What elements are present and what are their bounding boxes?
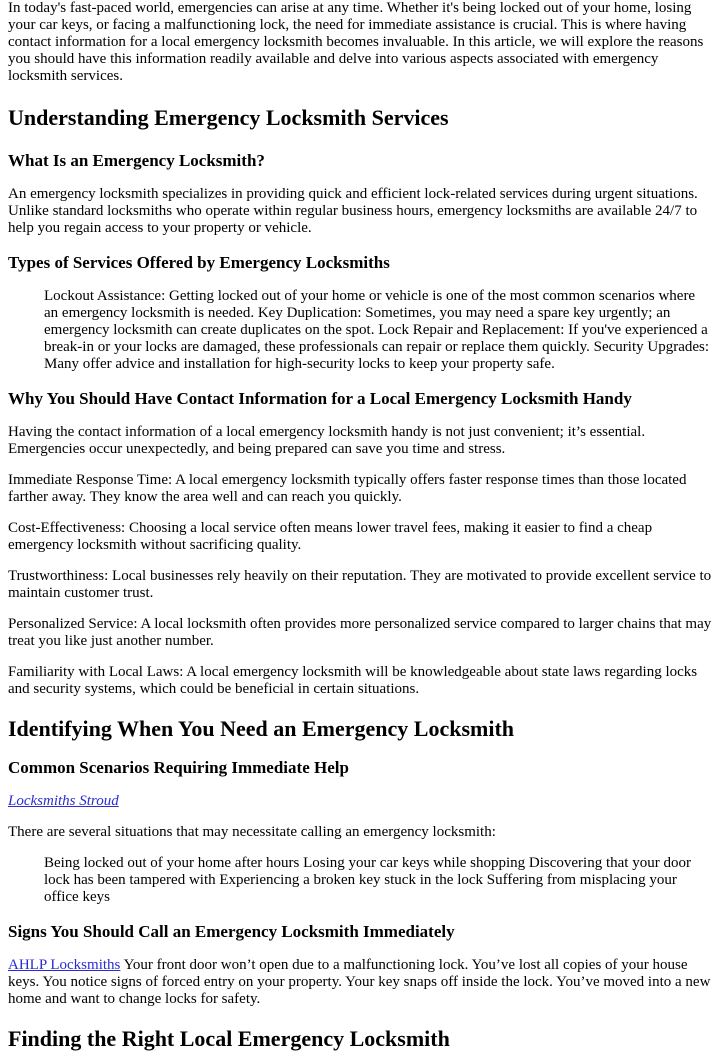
paragraph-personalized-service: Personalized Service: A local locksmith often provides more personalized service compared to larger chains that may treat you like just another number. bbox=[8, 616, 712, 649]
section-heading-understanding: Understanding Emergency Locksmith Services bbox=[8, 105, 449, 130]
paragraph-local-laws: Familiarity with Local Laws: A local emergency locksmith will be knowledgeable about state laws regarding locks and security systems, which could be beneficial in certain situations. bbox=[8, 664, 698, 697]
locksmiths-stroud-link[interactable]: Locksmiths Stroud bbox=[8, 793, 119, 809]
paragraph-trustworthiness: Trustworthiness: Local businesses rely heavily on their reputation. They are motivated to provide excellent service to maintain customer trust. bbox=[8, 568, 712, 601]
subheading-common-scenarios: Common Scenarios Requiring Immediate Help bbox=[8, 758, 349, 777]
paragraph-signs bbox=[8, 957, 712, 1008]
intro-paragraph: In today's fast-paced world, emergencies can arise at any time. Whether it's being locked out of your home, losing your car keys, or facing a malfunctioning lock, the need for immediate assistance is crucial. This is where having contact information for a local emergency locksmith becomes invaluable. In this article, we will explore the reasons you should have this information readily available and delve into various aspects associated with emergency locksmith services. bbox=[8, 0, 704, 84]
link-paragraph-stroud bbox=[8, 793, 712, 810]
ahlp-locksmiths-link[interactable]: AHLP Locksmiths bbox=[8, 957, 121, 973]
signs-text: Your front door won’t open due to a malfunctioning lock. You’ve lost all copies of your house keys. You notice signs of forced entry on your property. Your key snaps off inside the lock. You’ve moved into a new home and want to change locks for safety. bbox=[8, 957, 711, 1007]
subheading-what-is: What Is an Emergency Locksmith? bbox=[8, 151, 265, 170]
paragraph-several-situations: There are several situations that may necessitate calling an emergency locksmith: bbox=[8, 824, 496, 840]
paragraph-immediate-response: Immediate Response Time: A local emergency locksmith typically offers faster response times than those located farther away. They know the area well and can reach you quickly. bbox=[8, 472, 687, 505]
paragraph-what-is: An emergency locksmith specializes in providing quick and efficient lock-related services during urgent situations. Unlike standard locksmiths who operate within regular business hours, emergency locksmiths are available 24/7 to help you regain access to your property or vehicle. bbox=[8, 186, 698, 236]
subheading-types-of-services: Types of Services Offered by Emergency Locksmiths bbox=[8, 253, 390, 272]
section-heading-identifying: Identifying When You Need an Emergency Locksmith bbox=[8, 716, 515, 741]
paragraph-cost-effectiveness: Cost-Effectiveness: Choosing a local service often means lower travel fees, making it easier to find a cheap emergency locksmith without sacrificing quality. bbox=[8, 520, 653, 553]
scenarios-quote: Being locked out of your home after hours Losing your car keys while shopping Discovering that your door lock has been tampered with Experiencing a broken key stuck in the lock Suffering from misplacing your office keys bbox=[44, 855, 691, 905]
subheading-signs-to-call: Signs You Should Call an Emergency Locksmith Immediately bbox=[8, 922, 455, 941]
services-quote: Lockout Assistance: Getting locked out of your home or vehicle is one of the most common scenarios where an emergency locksmith is needed. Key Duplication: Sometimes, you may need a spare key urgently; an emergency locksmith can create duplicates on the spot. Lock Repair and Replacement: If you've experienced a break-in or your locks are damaged, these professionals can repair or replace them quickly. Security Upgrades: Many offer advice and installation for high-security locks to keep your property safe. bbox=[44, 288, 710, 372]
section-heading-finding: Finding the Right Local Emergency Locksmith bbox=[8, 1026, 450, 1051]
paragraph-having-contact: Having the contact information of a local emergency locksmith handy is not just convenient; it’s essential. Emergencies occur unexpectedly, and being prepared can save you time and stress. bbox=[8, 424, 646, 457]
subheading-why-contact: Why You Should Have Contact Information for a Local Emergency Locksmith Handy bbox=[8, 389, 632, 408]
